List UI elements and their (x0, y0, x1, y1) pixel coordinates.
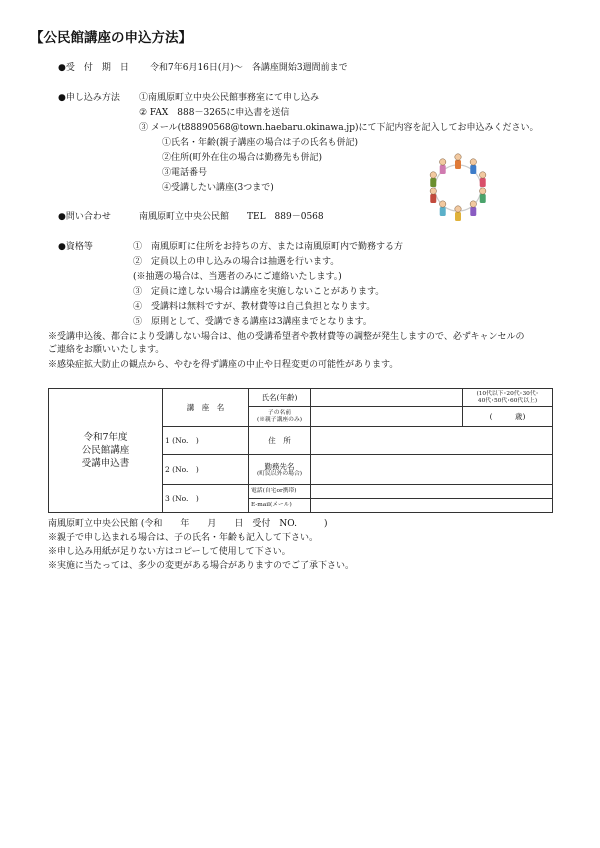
reception-value: 令和7年6月16日(月)～ 各講座開始3週間前まで (150, 63, 348, 73)
phone-label: 電話(自宅or携帯) (249, 485, 311, 499)
qualification-line: ② 定員以上の申し込みの場合は抽選を行います。 (133, 257, 340, 267)
receipt-line: 南風原町立中央公民館 (令和 年 月 日 受付 NO. ) (48, 519, 328, 529)
person-body (455, 212, 461, 221)
method-item: ②住所(町外在住の場合は勤務先も併記) (162, 153, 323, 163)
course-header: 講 座 名 (163, 389, 249, 427)
person-body (440, 207, 446, 216)
person-body (470, 207, 476, 216)
work-field[interactable] (311, 455, 553, 485)
person-body (430, 194, 436, 203)
name-field[interactable] (311, 389, 463, 407)
qualification-line: (※抽選の場合は、当選者のみにご連絡いたします。) (133, 272, 342, 282)
method-line: ③ メール(t88890568@town.haebaru.okinawa.jp)にて下記内容を記入してお申込みください。 (139, 123, 539, 133)
person-head (430, 172, 436, 178)
course-row-1[interactable]: 1 (No. ) (163, 427, 249, 455)
method-item: ④受講したい講座(3つまで) (162, 183, 274, 193)
method-item: ③電話番号 (162, 168, 208, 178)
footer-note: ※申し込み用紙が足りない方はコピーして使用して下さい。 (48, 547, 291, 557)
qualification-line: ③ 定員に達しない場合は講座を実施しないことがあります。 (133, 287, 385, 297)
people-circle-illustration (406, 152, 510, 224)
work-label: 勤務先名 (町民以外の場合) (249, 455, 311, 485)
person-body (480, 194, 486, 203)
person-head (470, 201, 476, 207)
page-title: 【公民館講座の申込方法】 (30, 30, 192, 46)
phone-field[interactable] (311, 485, 553, 499)
qualification-label: ●資格等 (58, 242, 93, 252)
method-item: ①氏名・年齢(親子講座の場合は子の氏名も併記) (162, 138, 359, 148)
person-body (480, 178, 486, 187)
age-range-note: (10代以下･20代･30代･ 40代･50代･60代以上) (463, 389, 553, 407)
address-label: 住 所 (249, 427, 311, 455)
person-head (480, 188, 486, 194)
method-line: ② FAX 888－3265に申込書を送信 (139, 108, 290, 118)
email-label: E-mail(メール) (249, 499, 311, 513)
application-label: ●申し込み方法 (58, 93, 120, 103)
note-line: ※受講申込後、都合により受講しない場合は、他の受講希望者や教材費等の調整が発生しますので、必ずキャンセルの (48, 332, 525, 342)
child-age-field[interactable]: ( 歳) (463, 407, 553, 427)
person-head (480, 172, 486, 178)
method-line: ①南風原町立中央公民館事務室にて申し込み (139, 93, 320, 103)
footer-note: ※親子で申し込まれる場合は、子の氏名・年齢も記入して下さい。 (48, 533, 319, 543)
reception-label: ●受 付 期 日 (58, 63, 129, 73)
child-name-label: 子の名前 (※親子講座のみ) (249, 407, 311, 427)
person-body (470, 165, 476, 174)
child-name-field[interactable] (311, 407, 463, 427)
person-head (430, 188, 436, 194)
contact-value: 南風原町立中央公民館 TEL 889－0568 (139, 212, 324, 222)
contact-label: ●問い合わせ (58, 212, 111, 222)
person-body (440, 165, 446, 174)
person-body (430, 178, 436, 187)
form-title: 令和7年度 公民館講座 受講申込書 (49, 389, 163, 513)
note-line: ご連絡をお願いいたします。 (48, 345, 165, 355)
course-row-3[interactable]: 3 (No. ) (163, 485, 249, 513)
qualification-line: ① 南風原町に住所をお持ちの方、または南風原町内で勤務する方 (133, 242, 404, 252)
person-body (455, 160, 461, 169)
application-form-table (48, 388, 553, 513)
person-head (440, 159, 446, 165)
name-label: 氏名(年齢) (249, 389, 311, 407)
qualification-line: ④ 受講料は無料ですが、教材費等は自己負担となります。 (133, 302, 376, 312)
person-head (470, 159, 476, 165)
email-field[interactable] (311, 499, 553, 513)
address-field[interactable] (311, 427, 553, 455)
person-head (455, 154, 461, 160)
note-line: ※感染症拡大防止の観点から、やむを得ず講座の中止や日程変更の可能性があります。 (48, 360, 399, 370)
person-head (440, 201, 446, 207)
footer-note: ※実施に当たっては、多少の変更がある場合がありますのでご了承下さい。 (48, 561, 355, 571)
course-row-2[interactable]: 2 (No. ) (163, 455, 249, 485)
person-head (455, 206, 461, 212)
qualification-line: ⑤ 原則として、受講できる講座は3講座までとなります。 (133, 317, 372, 327)
